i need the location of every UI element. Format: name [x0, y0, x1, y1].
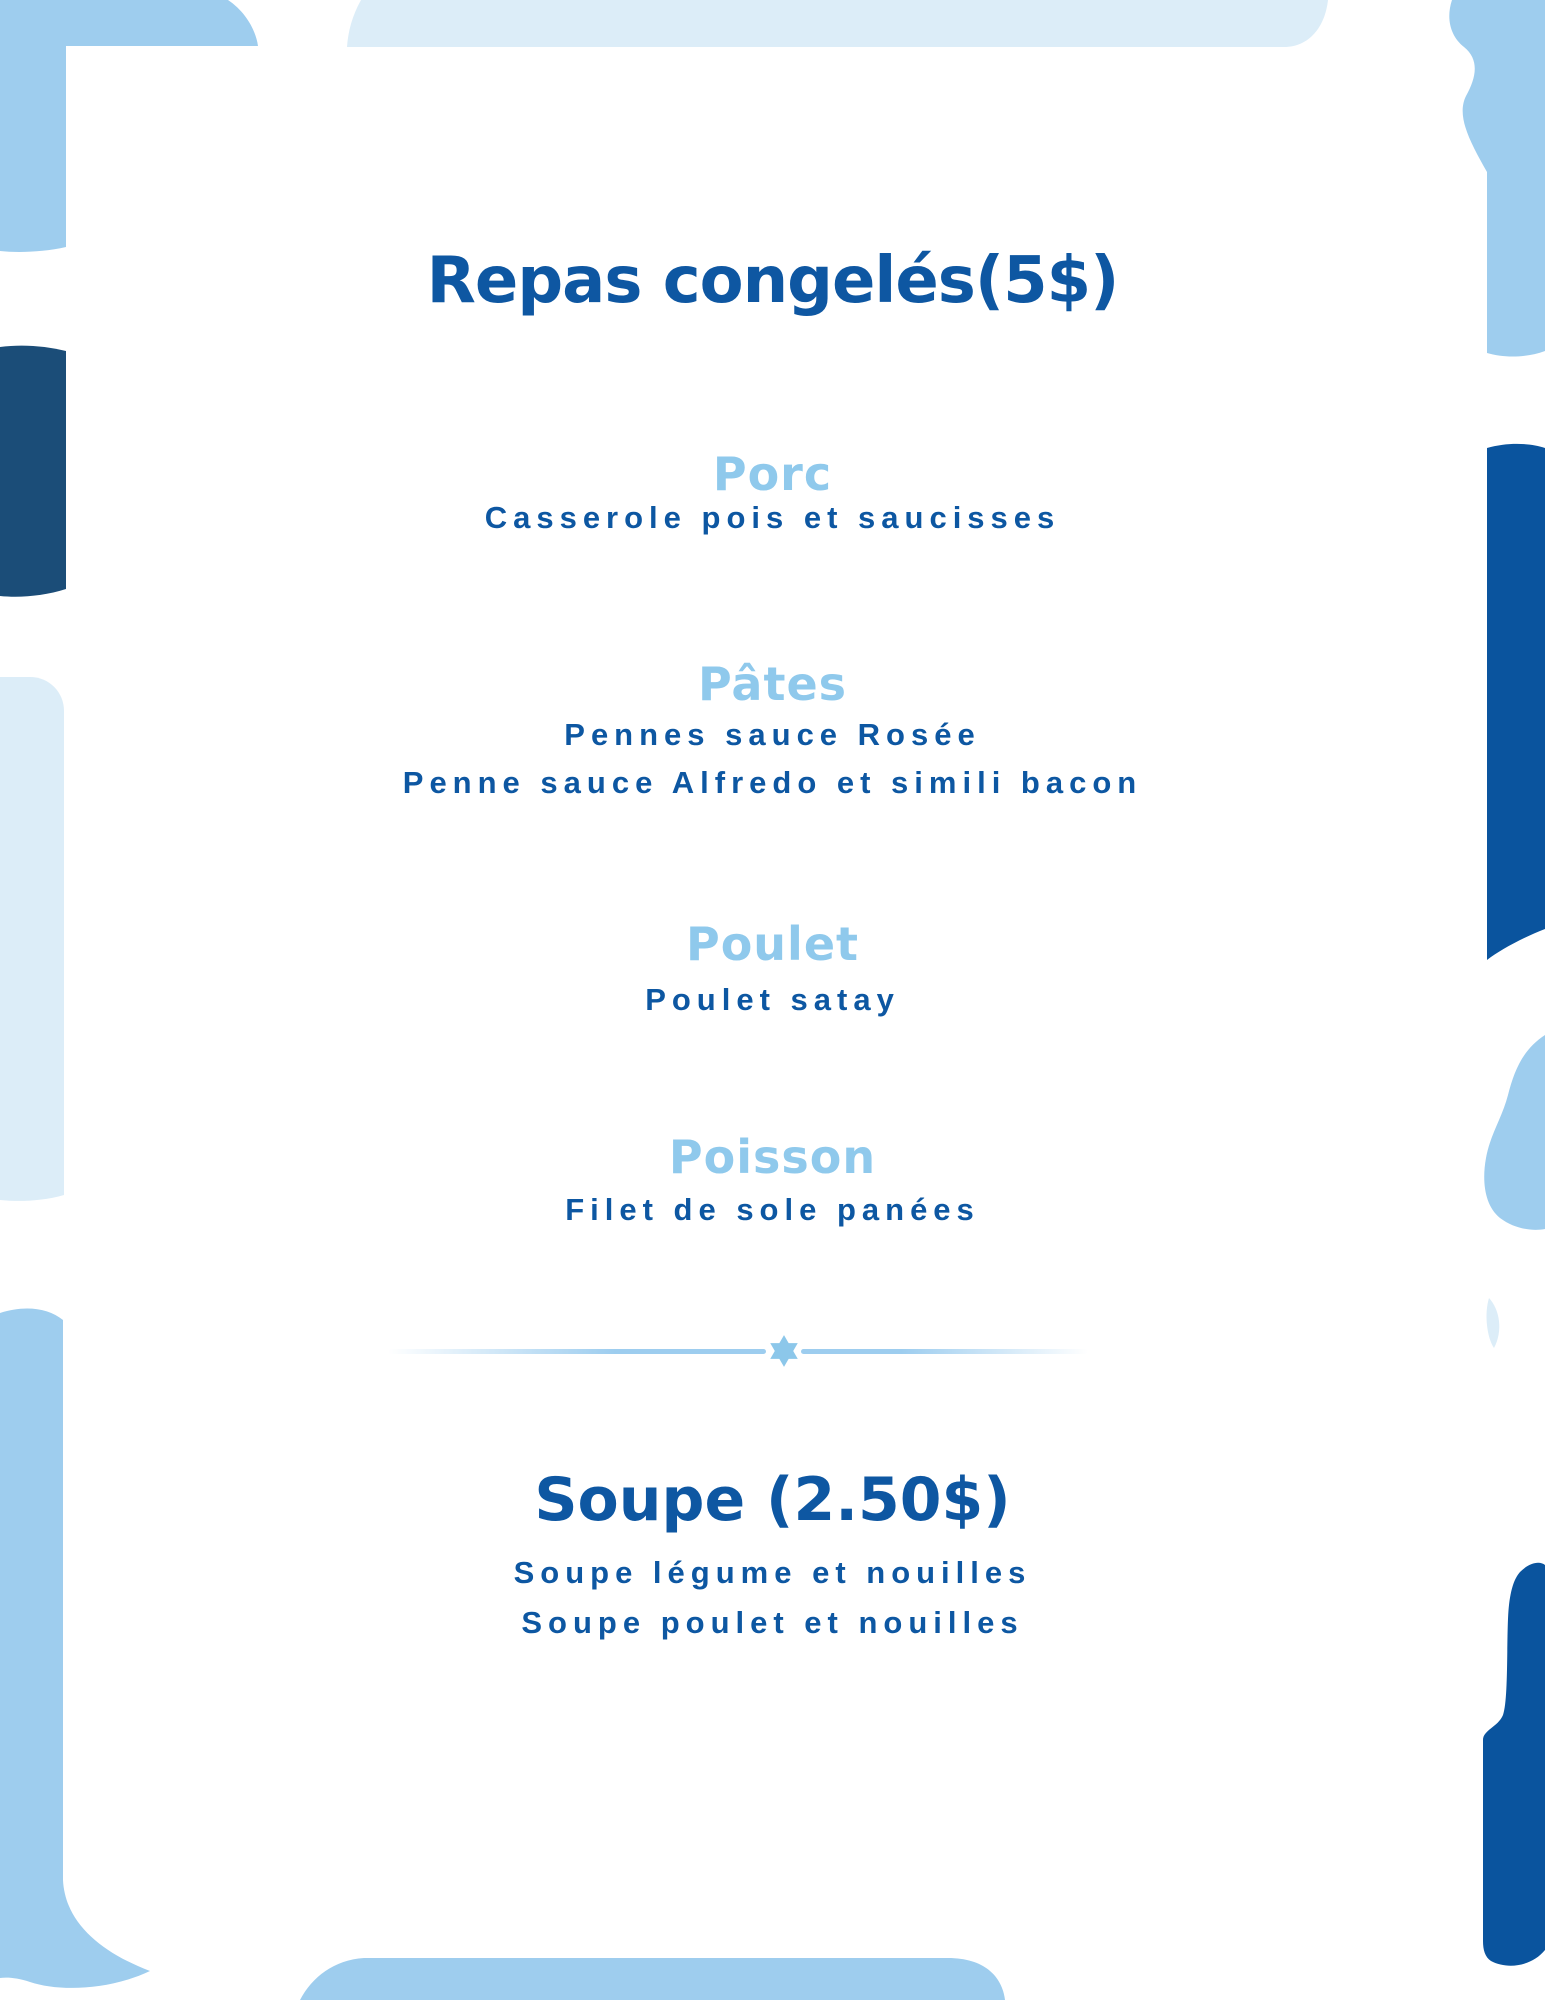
divider-line-left [388, 1349, 766, 1354]
section-heading-poulet: Poulet [685, 917, 860, 971]
blob-bottom-band [300, 1958, 1005, 2000]
blob-left-bottom [0, 1309, 150, 1988]
menu-item: Casserole pois et saucisses [484, 500, 1061, 535]
menu-item: Filet de sole panées [565, 1192, 980, 1227]
section-heading-poisson: Poisson [668, 1130, 877, 1184]
menu-item: Pennes sauce Rosée [564, 717, 981, 752]
section-heading-pates: Pâtes [697, 657, 848, 711]
blob-top-band-pale [347, 0, 1328, 47]
divider-line-right [801, 1349, 1088, 1354]
menu-item: Soupe poulet et nouilles [521, 1605, 1024, 1640]
menu-title: Repas congelés(5$) [426, 244, 1119, 318]
menu-item: Poulet satay [645, 982, 900, 1017]
soupe-title: Soupe (2.50$) [534, 1465, 1011, 1535]
blob-top-left [0, 0, 258, 252]
section-heading-porc: Porc [712, 447, 833, 501]
six-pointed-star-icon [769, 1334, 799, 1368]
blob-right-pale-leaf [1487, 1298, 1500, 1348]
menu-item: Soupe légume et nouilles [513, 1555, 1032, 1590]
menu-item: Penne sauce Alfredo et simili bacon [402, 765, 1143, 800]
